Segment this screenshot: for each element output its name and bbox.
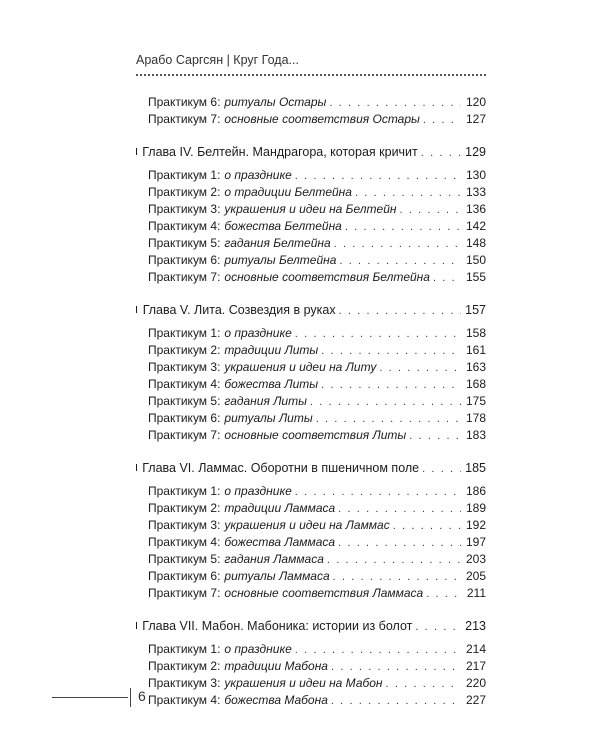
entry-title: ритуалы Ламмаса xyxy=(224,569,330,583)
entry-page: 186 xyxy=(465,484,486,498)
leader-dots xyxy=(379,360,461,377)
running-head: Арабо Саргсян | Круг Года... xyxy=(136,53,299,67)
entry-label: Практикум 5: xyxy=(148,236,221,250)
leader-dots xyxy=(345,219,461,236)
entry-page: 203 xyxy=(465,552,486,566)
leader-dots xyxy=(393,518,461,535)
entry-label: Практикум 4: xyxy=(148,377,221,391)
leader-dots xyxy=(295,326,461,343)
entry-page: 183 xyxy=(465,428,486,442)
entry-page: 220 xyxy=(465,676,486,690)
leader-dots xyxy=(331,659,461,676)
entry-label: Практикум 6: xyxy=(148,253,221,267)
leader-dots xyxy=(321,343,461,360)
leader-dots xyxy=(355,185,461,202)
toc-entry[interactable] xyxy=(136,218,486,235)
entry-title: божества Мабона xyxy=(224,693,328,707)
entry-title: божества Ламмаса xyxy=(224,535,336,549)
entry-title: украшения и идеи на Мабон xyxy=(224,676,383,690)
chapter-page: 185 xyxy=(465,461,486,475)
entry-title: украшения и идеи на Литу xyxy=(224,360,377,374)
leader-dots xyxy=(422,461,461,478)
chapter-page: 157 xyxy=(465,303,486,317)
entry-label: Практикум 1: xyxy=(148,484,221,498)
entry-label: Практикум 4: xyxy=(148,535,221,549)
entry-label: Практикум 2: xyxy=(148,501,221,515)
entry-title: ритуалы Белтейна xyxy=(224,253,337,267)
chapter-title: Глава IV. Белтейн. Мандрагора, которая кричит xyxy=(142,145,418,159)
toc-chapter-group xyxy=(136,302,486,444)
toc-entry[interactable] xyxy=(136,568,486,585)
entry-label: Практикум 5: xyxy=(148,394,221,408)
entry-page: 127 xyxy=(465,112,486,126)
entry-page: 227 xyxy=(465,693,486,707)
toc-chapter-entry[interactable] xyxy=(136,144,486,161)
entry-page: 168 xyxy=(465,377,486,391)
entry-page: 192 xyxy=(465,518,486,532)
entry-label: Практикум 2: xyxy=(148,343,221,357)
leader-dots xyxy=(329,95,461,112)
leader-dots xyxy=(338,501,461,518)
toc-chapter-entry[interactable] xyxy=(136,618,486,635)
entry-label: Практикум 7: xyxy=(148,586,221,600)
entry-label: Практикум 6: xyxy=(148,95,221,109)
entry-title: украшения и идеи на Ламмас xyxy=(224,518,390,532)
entry-page: 163 xyxy=(465,360,486,374)
toc-chapter-group xyxy=(136,618,486,709)
entry-label: Практикум 4: xyxy=(148,219,221,233)
leader-dots xyxy=(331,693,461,710)
entry-label: Практикум 5: xyxy=(148,552,221,566)
entry-title: основные соответствия Остары xyxy=(224,112,420,126)
footer-rule xyxy=(52,697,128,698)
toc-entry[interactable] xyxy=(136,167,486,184)
entry-title: божества Литы xyxy=(224,377,319,391)
entry-title: о празднике xyxy=(224,484,292,498)
entry-page: 148 xyxy=(465,236,486,250)
entry-title: о празднике xyxy=(224,326,292,340)
entry-title: основные соответствия Литы xyxy=(224,428,407,442)
entry-label: Практикум 3: xyxy=(148,202,221,216)
entry-title: традиции Ламмаса xyxy=(224,501,336,515)
toc-entry[interactable] xyxy=(136,585,486,602)
entry-title: гадания Белтейна xyxy=(224,236,331,250)
entry-label: Практикум 7: xyxy=(148,112,221,126)
leader-dots xyxy=(423,112,461,129)
entry-label: Практикум 4: xyxy=(148,693,221,707)
toc-entry[interactable] xyxy=(136,201,486,218)
table-of-contents xyxy=(136,94,486,725)
header-dotted-rule xyxy=(136,74,486,76)
entry-page: 205 xyxy=(465,569,486,583)
leader-dots xyxy=(333,569,461,586)
toc-entry[interactable] xyxy=(136,534,486,551)
entry-page: 175 xyxy=(465,394,486,408)
entry-title: ритуалы Литы xyxy=(224,411,313,425)
leader-dots xyxy=(338,535,461,552)
entry-title: о празднике xyxy=(224,642,292,656)
entry-title: о традиции Белтейна xyxy=(224,185,352,199)
entry-label: Практикум 7: xyxy=(148,270,221,284)
entry-label: Практикум 1: xyxy=(148,326,221,340)
entry-title: ритуалы Остары xyxy=(224,95,327,109)
leader-dots xyxy=(295,484,461,501)
toc-chapter-group xyxy=(136,144,486,286)
entry-title: основные соответствия Ламмаса xyxy=(224,586,424,600)
entry-label: Практикум 3: xyxy=(148,518,221,532)
toc-entry[interactable] xyxy=(136,342,486,359)
entry-title: о празднике xyxy=(224,168,292,182)
entry-title: гадания Ламмаса xyxy=(224,552,324,566)
chapter-page: 213 xyxy=(465,619,486,633)
chapter-title: Глава VI. Ламмас. Оборотни в пшеничном поле xyxy=(142,461,420,475)
toc-entry[interactable] xyxy=(136,517,486,534)
toc-intro-group xyxy=(136,94,486,128)
leader-dots xyxy=(327,552,461,569)
entry-page: 158 xyxy=(465,326,486,340)
entry-page: 211 xyxy=(466,586,486,600)
toc-entry[interactable] xyxy=(136,500,486,517)
entry-page: 161 xyxy=(465,343,486,357)
toc-chapter-entry[interactable] xyxy=(136,302,486,319)
leader-dots xyxy=(295,168,461,185)
entry-title: традиции Мабона xyxy=(224,659,328,673)
chapter-page: 129 xyxy=(465,145,486,159)
entry-title: основные соответствия Белтейна xyxy=(224,270,430,284)
toc-chapter-group xyxy=(136,460,486,602)
entry-page: 189 xyxy=(465,501,486,515)
entry-page: 155 xyxy=(465,270,486,284)
chapter-title: Глава V. Лита. Созвездия в руках xyxy=(142,303,336,317)
entry-page: 197 xyxy=(465,535,486,549)
leader-dots xyxy=(426,586,461,603)
leader-dots xyxy=(399,202,461,219)
entry-label: Практикум 6: xyxy=(148,411,221,425)
toc-entry[interactable] xyxy=(136,692,486,709)
leader-dots xyxy=(334,236,461,253)
footer-divider xyxy=(130,688,131,707)
entry-label: Практикум 7: xyxy=(148,428,221,442)
toc-entry[interactable] xyxy=(136,235,486,252)
leader-dots xyxy=(316,411,461,428)
toc-entry[interactable] xyxy=(136,94,486,111)
leader-dots xyxy=(295,642,461,659)
toc-entry[interactable] xyxy=(136,269,486,286)
leader-dots xyxy=(433,270,461,287)
entry-page: 136 xyxy=(465,202,486,216)
entry-label: Практикум 2: xyxy=(148,185,221,199)
toc-entry[interactable] xyxy=(136,641,486,658)
entry-page: 217 xyxy=(465,659,486,673)
toc-entry[interactable] xyxy=(136,551,486,568)
toc-entry[interactable] xyxy=(136,376,486,393)
entry-label: Практикум 3: xyxy=(148,676,221,690)
toc-chapter-entry[interactable] xyxy=(136,460,486,477)
toc-entry[interactable] xyxy=(136,111,486,128)
toc-entry[interactable] xyxy=(136,675,486,692)
leader-dots xyxy=(339,253,461,270)
entry-label: Практикум 1: xyxy=(148,168,221,182)
entry-label: Практикум 1: xyxy=(148,642,221,656)
entry-label: Практикум 2: xyxy=(148,659,221,673)
entry-page: 150 xyxy=(465,253,486,267)
square-bullet-icon xyxy=(136,306,137,313)
toc-entry[interactable] xyxy=(136,184,486,201)
leader-dots xyxy=(339,303,461,320)
toc-entry[interactable] xyxy=(136,658,486,675)
leader-dots xyxy=(386,676,461,693)
leader-dots xyxy=(415,619,461,636)
entry-page: 120 xyxy=(465,95,486,109)
entry-page: 130 xyxy=(465,168,486,182)
entry-title: гадания Литы xyxy=(224,394,307,408)
leader-dots xyxy=(409,428,461,445)
toc-entry[interactable] xyxy=(136,410,486,427)
entry-page: 133 xyxy=(465,185,486,199)
toc-entry[interactable] xyxy=(136,325,486,342)
entry-page: 214 xyxy=(465,642,486,656)
leader-dots xyxy=(310,394,461,411)
chapter-title: Глава VII. Мабон. Мабоника: истории из болот xyxy=(142,619,413,633)
entry-title: украшения и идеи на Белтейн xyxy=(224,202,397,216)
leader-dots xyxy=(421,145,461,162)
entry-title: божества Белтейна xyxy=(224,219,342,233)
entry-title: традиции Литы xyxy=(224,343,319,357)
entry-label: Практикум 3: xyxy=(148,360,221,374)
entry-label: Практикум 6: xyxy=(148,569,221,583)
toc-entry[interactable] xyxy=(136,359,486,376)
entry-page: 142 xyxy=(465,219,486,233)
entry-page: 178 xyxy=(465,411,486,425)
toc-entry[interactable] xyxy=(136,427,486,444)
toc-entry[interactable] xyxy=(136,252,486,269)
page-number: 6 xyxy=(138,688,146,704)
toc-entry[interactable] xyxy=(136,393,486,410)
leader-dots xyxy=(321,377,461,394)
toc-entry[interactable] xyxy=(136,483,486,500)
